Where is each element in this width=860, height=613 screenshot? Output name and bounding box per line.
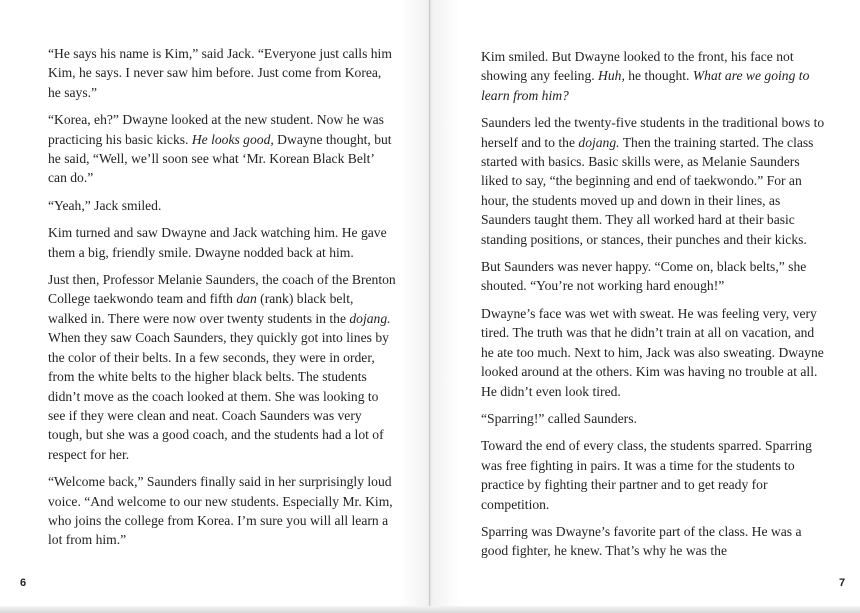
- italic-text: dan: [236, 291, 257, 307]
- italic-text: What are we going to learn from him?: [481, 68, 810, 103]
- text-run: he thought.: [624, 68, 693, 84]
- text-run: Then the training started. The class started with basics. Basic skills were, as Melanie Saunders liked to say, “the beginning and end of taekwondo.” For an hour, the students moved up and down in their lines, as Saunders taught them. They all worked hard at their basic standing positions, or stances, their punches and their kicks.: [481, 134, 814, 247]
- paragraph: [481, 47, 826, 105]
- paragraph: [48, 223, 396, 262]
- text-run: Toward the end of every class, the students sparred. Sparring was free fighting in pairs. It was a time for the students to practice by fighting their partner and to get ready for competition.: [481, 438, 812, 512]
- paragraph: [48, 110, 396, 188]
- paragraph: [48, 196, 396, 215]
- paragraph: [481, 113, 826, 249]
- text-run: Saunders led the twenty-five students in the traditional bows to herself and to the: [481, 115, 825, 150]
- right-page-text: [481, 47, 826, 569]
- text-run: “He says his name is Kim,” said Jack. “Everyone just calls him Kim, he says. I never saw him before. Just come from Korea, he says.”: [48, 46, 392, 100]
- text-run: Just then, Professor Melanie Saunders, the coach of the Brenton College taekwondo team and fifth: [48, 272, 396, 307]
- page-bottom-edge: [0, 606, 860, 613]
- page-number-right: 7: [839, 577, 846, 589]
- text-run: “Korea, eh?” Dwayne looked at the new student. Now he was practicing his basic kicks.: [48, 112, 384, 147]
- text-run: Kim turned and saw Dwayne and Jack watching him. He gave them a big, friendly smile. Dwayne nodded back at him.: [48, 225, 387, 260]
- left-page: [0, 0, 429, 613]
- paragraph: [48, 44, 396, 102]
- text-run: “Welcome back,” Saunders finally said in her surprisingly loud voice. “And welcome to our new students. Especially Mr. Kim, who joins the college from Korea. I’m sure you will all learn a lot from him.”: [48, 474, 393, 548]
- paragraph: [481, 257, 826, 296]
- text-run: Dwayne thought, but he said, “Well, we’ll soon see what ‘Mr. Korean Black Belt’ can do.”: [48, 131, 392, 186]
- text-run: When they saw Coach Saunders, they quickly got into lines by the color of their belts. In a few seconds, they were in order, from the white belts to the higher black belts. The students didn’t move as the coach looked at them. She was looking to see if they were clean and neat. Coach Saunders was very tough, but she was a good coach, and the students had a lot of respect for her.: [48, 330, 389, 462]
- paragraph: [481, 409, 826, 428]
- paragraph: [481, 522, 826, 561]
- paragraph: [481, 304, 826, 401]
- text-run: (rank) black belt, walked in. There were now over twenty students in the: [48, 291, 354, 326]
- paragraph: [48, 270, 396, 464]
- paragraph: [48, 472, 396, 550]
- text-run: Sparring was Dwayne’s favorite part of the class. He was a good fighter, he knew. That’s why he was the: [481, 523, 802, 559]
- left-page-text: [48, 44, 396, 558]
- text-run: “Yeah,” Jack smiled.: [48, 197, 162, 213]
- text-run: Dwayne’s face was wet with sweat. He was feeling very, very tired. The truth was that he didn’t train at all on vacation, and he ate too much. Next to him, Jack was also sweating. Dwayne looked around at the others. Kim was having no trouble at all. He didn’t even look tired.: [481, 305, 824, 399]
- text-run: “Sparring!” called Saunders.: [481, 410, 637, 426]
- italic-text: dojang.: [578, 134, 620, 150]
- page-number-left: 6: [20, 577, 27, 589]
- text-run: But Saunders was never happy. “Come on, black belts,” she shouted. “You’re not working hard enough!”: [481, 259, 807, 294]
- italic-text: dojang.: [349, 310, 391, 326]
- right-page: [430, 0, 860, 613]
- italic-text: He looks good,: [191, 131, 274, 147]
- paragraph: [481, 436, 826, 514]
- italic-text: Huh,: [598, 68, 625, 84]
- text-run: Kim smiled. But Dwayne looked to the front, his face not showing any feeling.: [481, 49, 794, 84]
